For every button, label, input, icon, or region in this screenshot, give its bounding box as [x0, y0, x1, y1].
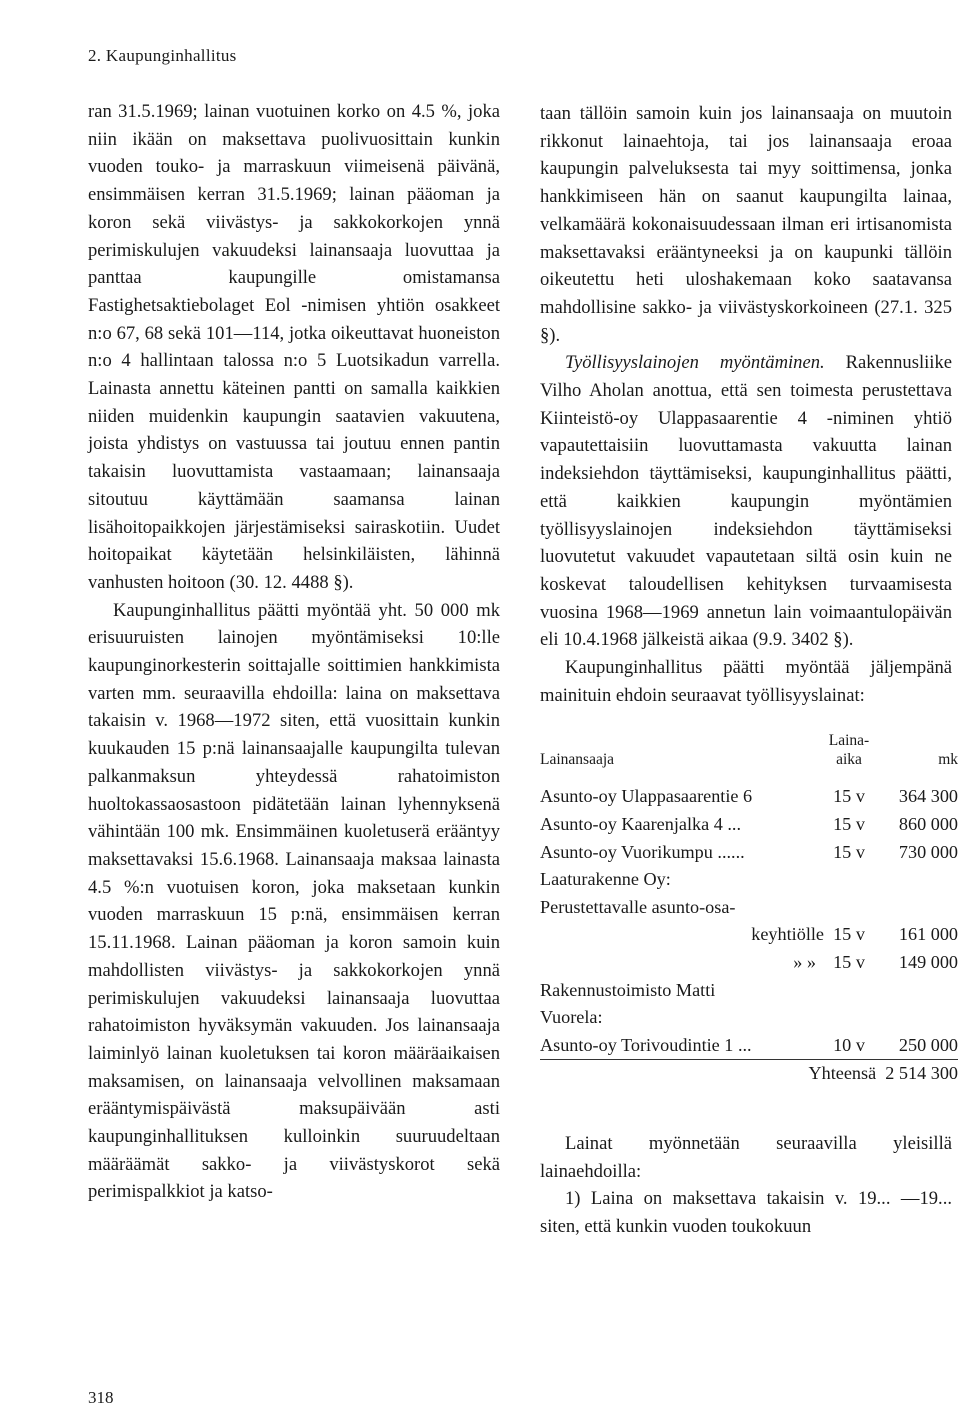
header-lainansaaja: Lainansaaja: [540, 751, 615, 769]
body-paragraph: Kaupunginhallitus päätti myöntää yht. 50 000 mk erisuuruisten lainojen myöntämiseksi 10:lle kaupunginorkesterin soittajalle soittimien hankkimista varten mm. seuraavilla ehdoilla: laina on maksettava takaisin v. 1968—1972 siten, että vuosittain kunkin kuukauden 15 p:nä lainansaajalle kaupungilta tulevan palkanmaksun yhteydessä rahatoimiston huoltokassaosastoon pidätetään lainan lyhennyksenä vähintään 100 mk. Ensimmäinen kuoletuserä erääntyy maksettavaksi 15.6.1968. Lainansaaja maksaa lainasta 4.5 %:n vuotuisen koron, joka maksetaan kunkin vuoden marraskuun 15 p:nä, ensimmäisen kerran 15.11.1968. Lainan pääoman ja koron samoin kuin mahdollisten viivästys- ja sakkokorkojen ynnä perimiskulujen vakuudeksi lainansaaja luovuttaa rahatoimiston hyväksymän vakuuden. Jos lainansaaja laiminlyö lainan kuoletuksen tai koron määräaikaisen maksamisen, on lainansaaja velvollinen maksamaan erääntymispäivästä maksupäivään asti kaupunginhallituksen kulloinkin suuruudeltaan määräämät sakko- ja viivästyskorot sekä perimispalkkiot ja katso-: [88, 599, 500, 1203]
body-paragraph: taan tällöin samoin kuin jos lainansaaja on muutoin rikkonut lainaehtoja, tai jos lainansaaja eroaa kaupungin palveluksesta tai myy soittimensa, jonka hankkimiseen hän on saanut kaupungilta lainaa, velkamäärä kokonaisuudessaan ilman eri irtisanomista maksettavaksi erääntyneeksi ja on kaupunki tällöin oikeutettu heti uloshakemaan koko saatavansa mahdollisine sakko- ja viivästyskorkoineen (27.1. 325 §).: [540, 103, 952, 346]
table-row: [540, 811, 958, 839]
body-paragraph: 1) Laina on maksettava takaisin v. 19... —19... siten, että kunkin vuoden toukokuun: [540, 1188, 952, 1238]
table-row: [540, 1004, 958, 1032]
paragraph-text: Rakennusliike Vilho Aholan anottua, että sen toimesta perustettava Kiinteistö-oy Ulappasaarentie 4 -niminen yhtiö vapautettaisiin luovuttamasta vakuutta lainan indeksiehdon täyttämiseksi, kaupunginhallitus päätti, että kaikkien kaupungin myöntämien työllisyyslainojen indeksiehdon täyttämiseksi luovutetut vakuudet vapautetaan siltä osin kuin ne koskevat taloudellisen kehityksen turvaamisesta vuosina 1968—1969 annetun lain voimaantulopäivän eli 10.4.1968 jälkeistä aikaa (9.9. 3402 §).: [540, 352, 952, 651]
cell-mk: [874, 894, 958, 922]
cell-lainansaaja: Asunto-oy Torivoudintie 1 ...: [540, 1034, 752, 1055]
cell-mk: [874, 977, 958, 1005]
cell-lainansaaja: Asunto-oy Vuorikumpu ......: [540, 841, 745, 862]
table-row: [540, 783, 958, 811]
loans-table: [540, 731, 958, 1088]
table-row: [540, 949, 958, 977]
cell-laina-aika: [824, 866, 874, 894]
cell-mk: 730 000: [898, 841, 958, 862]
cell-lainansaaja: Vuorela:: [540, 1007, 603, 1028]
cell-mk: 860 000: [898, 814, 958, 835]
header-laina-aika: Laina-aika: [828, 732, 870, 769]
body-paragraph: [540, 349, 952, 654]
cell-laina-aika: 10 v: [833, 1034, 865, 1055]
table-row: [540, 866, 958, 894]
cell-lainansaaja: Laaturakenne Oy:: [540, 869, 671, 890]
cell-lainansaaja: » »: [793, 952, 816, 973]
body-paragraph: Kaupunginhallitus päätti myöntää jäljempänä mainituin ehdoin seuraavat työllisyyslainat:: [540, 657, 952, 706]
cell-laina-aika: 15 v: [833, 924, 865, 945]
cell-mk: 161 000: [898, 924, 958, 945]
table-row: [540, 839, 958, 867]
cell-lainansaaja: Rakennustoimisto Matti: [540, 979, 716, 1000]
header-mk: mk: [938, 751, 958, 769]
spacer: [540, 1088, 952, 1130]
cell-mk: 250 000: [898, 1034, 958, 1055]
left-column: [88, 98, 500, 1206]
cell-mk: 149 000: [898, 952, 958, 973]
running-header: 2. Kaupunginhallitus: [88, 46, 237, 65]
cell-laina-aika: 15 v: [833, 952, 865, 973]
table-row: [540, 1032, 958, 1060]
cell-lainansaaja: keyhtiölle: [751, 924, 824, 945]
table-header-row: [540, 731, 958, 783]
right-column: [540, 100, 958, 1241]
cell-laina-aika: [824, 977, 874, 1005]
cell-lainansaaja: Asunto-oy Kaarenjalka 4 ...: [540, 814, 742, 835]
cell-lainansaaja: Perustettavalle asunto-osa-: [540, 896, 736, 917]
table-row: [540, 921, 958, 949]
cell-mk: [874, 866, 958, 894]
section-heading: Työllisyyslainojen myöntäminen.: [565, 352, 825, 374]
total-value: 2 514 300: [885, 1063, 958, 1084]
cell-laina-aika: 15 v: [833, 841, 865, 862]
cell-lainansaaja: Asunto-oy Ulappasaarentie 6: [540, 786, 753, 807]
cell-laina-aika: [824, 1004, 874, 1032]
page-number: 318: [88, 1388, 114, 1407]
cell-mk: [874, 1004, 958, 1032]
table-row: [540, 977, 958, 1005]
cell-laina-aika: 15 v: [833, 786, 865, 807]
body-paragraph: Lainat myönnetään seuraavilla yleisillä lainaehdoilla:: [540, 1133, 952, 1182]
cell-mk: 364 300: [898, 786, 958, 807]
total-label: Yhteensä: [808, 1063, 877, 1084]
table-row: [540, 894, 958, 922]
cell-laina-aika: 15 v: [833, 814, 865, 835]
cell-laina-aika: [824, 894, 874, 922]
total-row: [540, 1060, 958, 1088]
body-paragraph: ran 31.5.1969; lainan vuotuinen korko on 4.5 %, joka niin ikään on maksettava puolivuosittain kunkin vuoden touko- ja marraskuun viimeisenä päivänä, ensimmäisen kerran 31.5.1969; lainan pääoman ja koron sekä viivästys- ja sakkokorkojen ynnä perimiskulujen vakuudeksi lainansaaja luovuttaa ja panttaa kaupungille omistamansa Fastighetsaktiebolaget Eol -nimisen yhtiön osakkeet n:o 67, 68 sekä 101—114, jotka oikeuttavat huoneiston n:o 4 hallintaan talossa n:o 5 Luotsikadun varrella. Lainasta annettu käteinen pantti on samalla kaikkien niiden muidenkin kaupungin saatavien vakuutena, joista yhdistys on vastuussa tai joutuu ennen pantin takaisin luovuttamista vastaamaan; lainansaaja sitoutuu käyttämään saamansa lainan lisähoitopaikkojen järjestämiseksi sairaskotiin. Uudet hoitopaikat käytetään helsinkiläisten, lähinnä vanhusten hoitoon (30. 12. 4488 §).: [88, 101, 500, 593]
